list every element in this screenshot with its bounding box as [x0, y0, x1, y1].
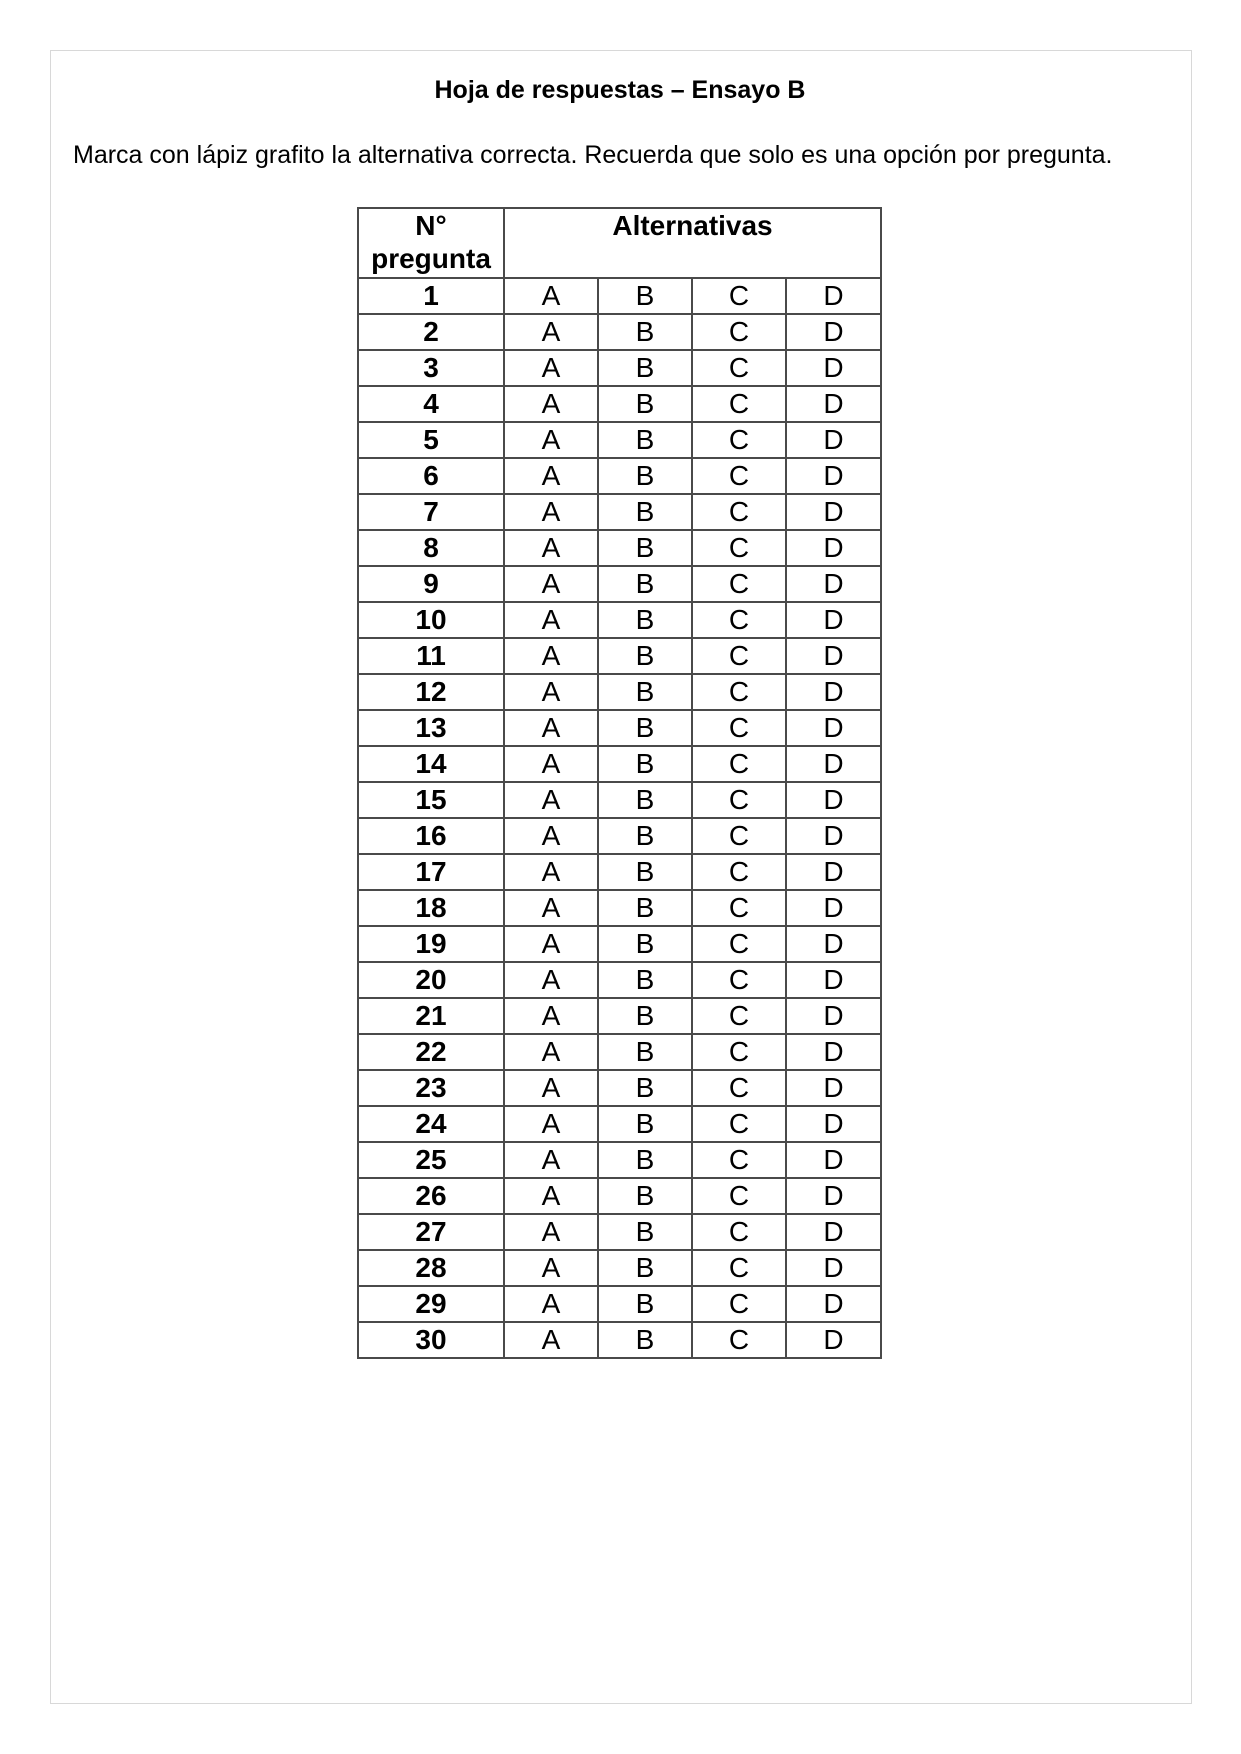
- alternative-option-cell-b: B: [598, 1034, 692, 1070]
- alternative-option-cell-a: A: [504, 926, 598, 962]
- alternative-option-cell-b: B: [598, 1214, 692, 1250]
- alternative-option-cell-b: B: [598, 674, 692, 710]
- question-number-cell: 28: [358, 1250, 504, 1286]
- alternative-option-cell-b: B: [598, 1106, 692, 1142]
- alternative-option-cell-a: A: [504, 998, 598, 1034]
- alternative-option-cell-d: D: [786, 638, 881, 674]
- question-number-cell: 4: [358, 386, 504, 422]
- table-row: [358, 494, 881, 530]
- alternative-option-cell-a: A: [504, 530, 598, 566]
- alternative-option-cell-b: B: [598, 710, 692, 746]
- alternative-option-cell-d: D: [786, 602, 881, 638]
- table-row: [358, 674, 881, 710]
- alternative-option-cell-a: A: [504, 314, 598, 350]
- alternative-option-cell-b: B: [598, 1070, 692, 1106]
- alternative-option-cell-a: A: [504, 602, 598, 638]
- alternative-option-cell-b: B: [598, 854, 692, 890]
- question-number-cell: 18: [358, 890, 504, 926]
- alternative-option-cell-c: C: [692, 350, 786, 386]
- question-number-cell: 20: [358, 962, 504, 998]
- alternative-option-cell-c: C: [692, 1214, 786, 1250]
- alternative-option-cell-b: B: [598, 422, 692, 458]
- alternative-option-cell-d: D: [786, 926, 881, 962]
- question-number-cell: 14: [358, 746, 504, 782]
- table-row: [358, 458, 881, 494]
- question-number-cell: 7: [358, 494, 504, 530]
- question-number-cell: 11: [358, 638, 504, 674]
- alternative-option-cell-a: A: [504, 494, 598, 530]
- alternative-option-cell-d: D: [786, 1250, 881, 1286]
- table-row: [358, 386, 881, 422]
- alternative-option-cell-d: D: [786, 674, 881, 710]
- alternative-option-cell-b: B: [598, 1250, 692, 1286]
- alternative-option-cell-a: A: [504, 746, 598, 782]
- alternative-option-cell-d: D: [786, 854, 881, 890]
- alternative-option-cell-b: B: [598, 350, 692, 386]
- alternative-option-cell-d: D: [786, 818, 881, 854]
- alternative-option-cell-c: C: [692, 1178, 786, 1214]
- alternative-option-cell-d: D: [786, 458, 881, 494]
- table-row: [358, 818, 881, 854]
- alternative-option-cell-d: D: [786, 1142, 881, 1178]
- alternative-option-cell-a: A: [504, 1070, 598, 1106]
- alternative-option-cell-c: C: [692, 278, 786, 314]
- alternative-option-cell-d: D: [786, 782, 881, 818]
- alternative-option-cell-c: C: [692, 1106, 786, 1142]
- table-row: [358, 1286, 881, 1322]
- table-row: [358, 350, 881, 386]
- table-row: [358, 1178, 881, 1214]
- question-number-cell: 6: [358, 458, 504, 494]
- alternative-option-cell-a: A: [504, 710, 598, 746]
- question-column-header: [358, 208, 504, 278]
- table-row: [358, 854, 881, 890]
- alternative-option-cell-b: B: [598, 602, 692, 638]
- table-row: [358, 566, 881, 602]
- alternative-option-cell-b: B: [598, 566, 692, 602]
- question-number-cell: 12: [358, 674, 504, 710]
- question-number-cell: 16: [358, 818, 504, 854]
- instruction-text: Marca con lápiz grafito la alternativa correcta. Recuerda que solo es una opción por pregunta.: [73, 141, 1113, 169]
- alternative-option-cell-b: B: [598, 386, 692, 422]
- alternative-option-cell-b: B: [598, 818, 692, 854]
- question-number-cell: 19: [358, 926, 504, 962]
- alternative-option-cell-b: B: [598, 1142, 692, 1178]
- question-number-cell: 27: [358, 1214, 504, 1250]
- alternative-option-cell-d: D: [786, 1286, 881, 1322]
- table-row: [358, 1250, 881, 1286]
- alternative-option-cell-a: A: [504, 854, 598, 890]
- alternative-option-cell-d: D: [786, 566, 881, 602]
- alternative-option-cell-b: B: [598, 458, 692, 494]
- alternative-option-cell-d: D: [786, 350, 881, 386]
- answer-table: [357, 207, 882, 1359]
- alternative-option-cell-c: C: [692, 1034, 786, 1070]
- table-row: [358, 926, 881, 962]
- alternative-option-cell-a: A: [504, 638, 598, 674]
- alternatives-column-header: Alternativas: [504, 208, 881, 278]
- alternative-option-cell-c: C: [692, 1322, 786, 1358]
- alternative-option-cell-a: A: [504, 350, 598, 386]
- table-row: [358, 962, 881, 998]
- table-row: [358, 1142, 881, 1178]
- alternative-option-cell-c: C: [692, 530, 786, 566]
- alternative-option-cell-a: A: [504, 1106, 598, 1142]
- alternative-option-cell-c: C: [692, 1286, 786, 1322]
- alternative-option-cell-c: C: [692, 926, 786, 962]
- alternative-option-cell-c: C: [692, 998, 786, 1034]
- alternative-option-cell-d: D: [786, 1214, 881, 1250]
- alternative-option-cell-d: D: [786, 962, 881, 998]
- alternative-option-cell-b: B: [598, 926, 692, 962]
- question-number-cell: 30: [358, 1322, 504, 1358]
- question-number-cell: 26: [358, 1178, 504, 1214]
- alternative-option-cell-d: D: [786, 710, 881, 746]
- answer-table-body: [358, 278, 881, 1358]
- alternative-option-cell-d: D: [786, 494, 881, 530]
- alternative-option-cell-c: C: [692, 494, 786, 530]
- alternative-option-cell-a: A: [504, 386, 598, 422]
- alternative-option-cell-a: A: [504, 890, 598, 926]
- alternative-option-cell-a: A: [504, 1286, 598, 1322]
- alternative-option-cell-a: A: [504, 566, 598, 602]
- question-number-cell: 5: [358, 422, 504, 458]
- table-row: [358, 998, 881, 1034]
- alternative-option-cell-c: C: [692, 854, 786, 890]
- table-row: [358, 710, 881, 746]
- alternative-option-cell-b: B: [598, 1286, 692, 1322]
- alternative-option-cell-b: B: [598, 314, 692, 350]
- alternative-option-cell-a: A: [504, 962, 598, 998]
- alternative-option-cell-c: C: [692, 1142, 786, 1178]
- alternative-option-cell-a: A: [504, 782, 598, 818]
- alternative-option-cell-c: C: [692, 818, 786, 854]
- alternative-option-cell-d: D: [786, 1106, 881, 1142]
- alternative-option-cell-a: A: [504, 674, 598, 710]
- alternative-option-cell-a: A: [504, 1214, 598, 1250]
- alternative-option-cell-c: C: [692, 422, 786, 458]
- alternative-option-cell-d: D: [786, 1070, 881, 1106]
- alternative-option-cell-a: A: [504, 278, 598, 314]
- table-row: [358, 1070, 881, 1106]
- alternative-option-cell-c: C: [692, 458, 786, 494]
- table-row: [358, 1322, 881, 1358]
- question-number-cell: 3: [358, 350, 504, 386]
- alternative-option-cell-c: C: [692, 710, 786, 746]
- table-row: [358, 530, 881, 566]
- alternative-option-cell-c: C: [692, 746, 786, 782]
- alternative-option-cell-b: B: [598, 962, 692, 998]
- alternative-option-cell-d: D: [786, 1322, 881, 1358]
- alternative-option-cell-d: D: [786, 1178, 881, 1214]
- alternative-option-cell-b: B: [598, 530, 692, 566]
- alternative-option-cell-b: B: [598, 998, 692, 1034]
- question-number-cell: 17: [358, 854, 504, 890]
- alternative-option-cell-a: A: [504, 818, 598, 854]
- alternative-option-cell-a: A: [504, 1178, 598, 1214]
- table-row: [358, 890, 881, 926]
- alternative-option-cell-c: C: [692, 1250, 786, 1286]
- table-row: [358, 1034, 881, 1070]
- alternative-option-cell-c: C: [692, 782, 786, 818]
- alternative-option-cell-a: A: [504, 458, 598, 494]
- alternative-option-cell-c: C: [692, 314, 786, 350]
- alternative-option-cell-c: C: [692, 638, 786, 674]
- alternative-option-cell-c: C: [692, 566, 786, 602]
- alternative-option-cell-d: D: [786, 890, 881, 926]
- table-row: [358, 746, 881, 782]
- question-number-cell: 1: [358, 278, 504, 314]
- alternative-option-cell-b: B: [598, 1322, 692, 1358]
- question-number-cell: 13: [358, 710, 504, 746]
- table-row: [358, 1214, 881, 1250]
- table-row: [358, 602, 881, 638]
- question-number-cell: 23: [358, 1070, 504, 1106]
- table-row: [358, 782, 881, 818]
- table-row: [358, 314, 881, 350]
- alternative-option-cell-d: D: [786, 998, 881, 1034]
- alternative-option-cell-c: C: [692, 602, 786, 638]
- alternative-option-cell-a: A: [504, 1250, 598, 1286]
- alternative-option-cell-d: D: [786, 746, 881, 782]
- question-number-cell: 9: [358, 566, 504, 602]
- alternative-option-cell-c: C: [692, 890, 786, 926]
- alternative-option-cell-b: B: [598, 638, 692, 674]
- question-number-cell: 2: [358, 314, 504, 350]
- header-row: [358, 208, 881, 278]
- alternative-option-cell-d: D: [786, 386, 881, 422]
- question-number-cell: 8: [358, 530, 504, 566]
- table-row: [358, 278, 881, 314]
- alternative-option-cell-c: C: [692, 674, 786, 710]
- question-number-cell: 10: [358, 602, 504, 638]
- table-row: [358, 638, 881, 674]
- alternative-option-cell-b: B: [598, 278, 692, 314]
- question-number-cell: 25: [358, 1142, 504, 1178]
- alternative-option-cell-a: A: [504, 1034, 598, 1070]
- table-row: [358, 1106, 881, 1142]
- alternative-option-cell-d: D: [786, 422, 881, 458]
- alternative-option-cell-b: B: [598, 1178, 692, 1214]
- question-column-header-line1: N°: [415, 210, 447, 241]
- alternative-option-cell-b: B: [598, 494, 692, 530]
- alternative-option-cell-c: C: [692, 962, 786, 998]
- alternative-option-cell-a: A: [504, 1142, 598, 1178]
- question-column-header-line2: pregunta: [371, 243, 491, 274]
- question-number-cell: 21: [358, 998, 504, 1034]
- alternative-option-cell-d: D: [786, 278, 881, 314]
- alternative-option-cell-d: D: [786, 1034, 881, 1070]
- table-row: [358, 422, 881, 458]
- alternative-option-cell-c: C: [692, 386, 786, 422]
- alternative-option-cell-d: D: [786, 530, 881, 566]
- question-number-cell: 15: [358, 782, 504, 818]
- alternative-option-cell-b: B: [598, 890, 692, 926]
- alternative-option-cell-a: A: [504, 1322, 598, 1358]
- alternative-option-cell-d: D: [786, 314, 881, 350]
- question-number-cell: 22: [358, 1034, 504, 1070]
- alternative-option-cell-b: B: [598, 746, 692, 782]
- question-number-cell: 29: [358, 1286, 504, 1322]
- alternative-option-cell-c: C: [692, 1070, 786, 1106]
- alternative-option-cell-b: B: [598, 782, 692, 818]
- question-number-cell: 24: [358, 1106, 504, 1142]
- page-title: Hoja de respuestas – Ensayo B: [434, 76, 806, 104]
- alternative-option-cell-a: A: [504, 422, 598, 458]
